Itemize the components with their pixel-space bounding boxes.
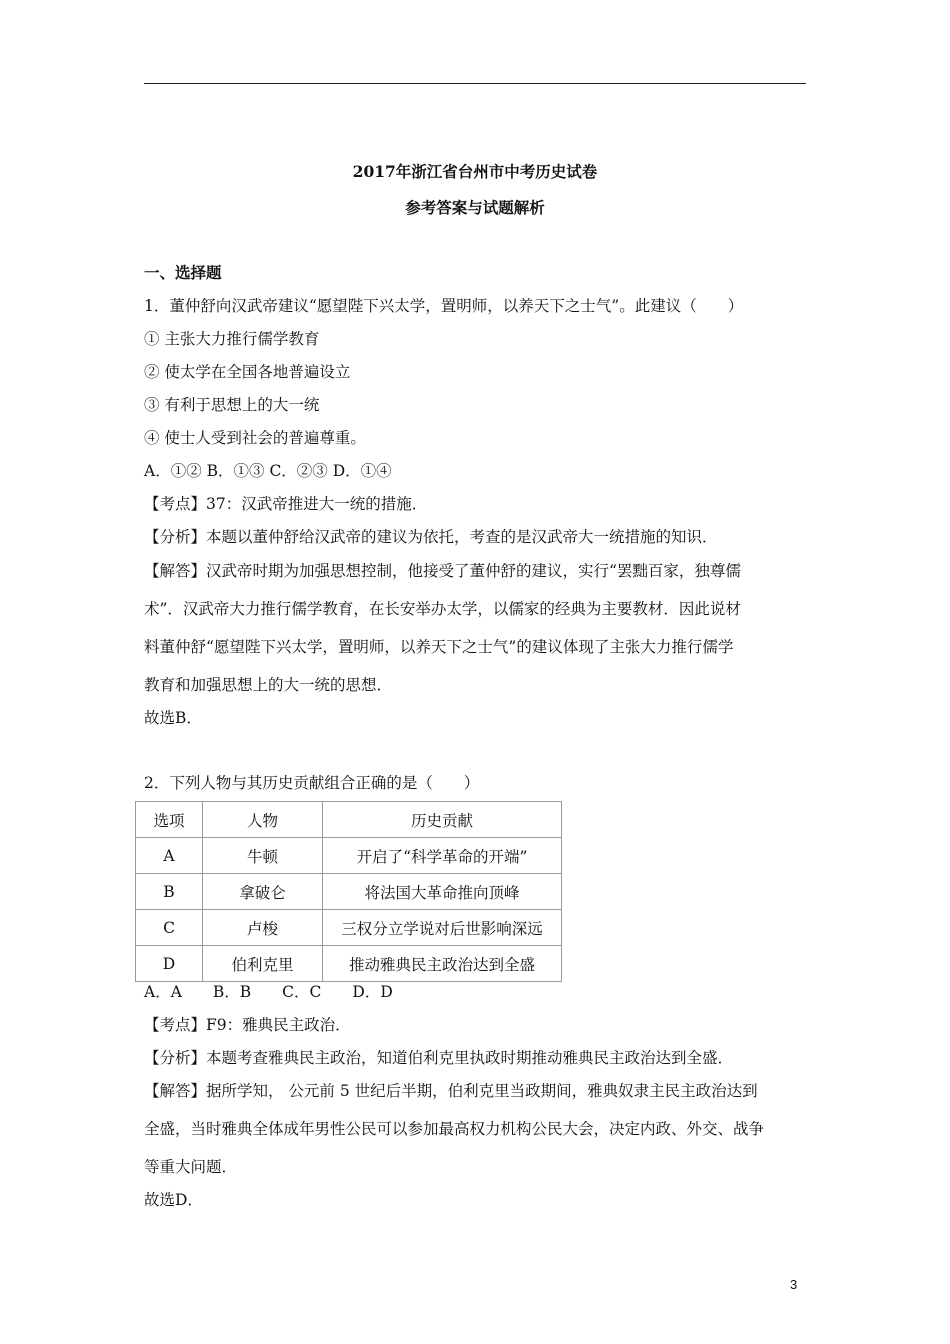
q1-option-1: ① 主张大力推行儒学教育 <box>144 330 320 348</box>
document-title: 2017年浙江省台州市中考历史试卷 <box>352 162 598 181</box>
q2-kaodian: 【考点】F9：雅典民主政治． <box>144 1016 351 1034</box>
q2-fenxi: 【分析】本题考查雅典民主政治，知道伯利克里执政时期推动雅典民主政治达到全盛． <box>144 1049 734 1067</box>
q2-choices: A．A B．B C．C D．D <box>144 983 393 1001</box>
q1-jieda-line-4: 教育和加强思想上的大一统的思想． <box>144 676 393 694</box>
table-header-row <box>136 802 562 838</box>
q1-stem: 1．董仲舒向汉武帝建议“愿望陛下兴太学，置明师，以养天下之士气”。此建议（ ） <box>144 297 744 315</box>
table-cell: 将法国大革命推向顶峰 <box>323 874 562 910</box>
header-rule <box>144 83 806 84</box>
q1-choices: A．①② B．①③ C．②③ D．①④ <box>144 462 392 480</box>
q2-jieda-line-2: 全盛，当时雅典全体成年男性公民可以参加最高权力机构公民大会，决定内政、外交、战争 <box>144 1120 765 1138</box>
page-number: 3 <box>790 1277 798 1292</box>
table-cell: C <box>136 910 203 946</box>
q1-option-4: ④ 使士人受到社会的普遍尊重。 <box>144 429 366 447</box>
document-subtitle: 参考答案与试题解析 <box>405 198 545 217</box>
section-heading: 一、选择题 <box>144 263 222 282</box>
table-row <box>136 838 562 874</box>
q1-jieda-line-3: 料董仲舒“愿望陛下兴太学，置明师，以养天下之士气”的建议体现了主张大力推行儒学 <box>144 638 734 656</box>
q2-table <box>135 801 562 982</box>
table-header-cell: 选项 <box>136 802 203 838</box>
q2-jieda-line-1: 【解答】据所学知， 公元前 5 世纪后半期，伯利克里当政期间，雅典奴隶主民主政治达到 <box>144 1082 758 1100</box>
table-cell: 卢梭 <box>203 910 323 946</box>
table-cell: 推动雅典民主政治达到全盛 <box>323 946 562 982</box>
table-header-cell: 历史贡献 <box>323 802 562 838</box>
table-cell: 牛顿 <box>203 838 323 874</box>
table-cell: B <box>136 874 203 910</box>
table-cell: A <box>136 838 203 874</box>
table-row <box>136 946 562 982</box>
q1-jieda-line-2: 术”．汉武帝大力推行儒学教育，在长安举办太学，以儒家的经典为主要教材．因此说材 <box>144 600 741 618</box>
q1-kaodian: 【考点】37：汉武帝推进大一统的措施． <box>144 495 428 513</box>
q1-option-3: ③ 有利于思想上的大一统 <box>144 396 320 414</box>
table-cell: D <box>136 946 203 982</box>
q2-answer: 故选D． <box>144 1191 203 1209</box>
table-cell: 拿破仑 <box>203 874 323 910</box>
q2-jieda-line-3: 等重大问题． <box>144 1158 238 1176</box>
table-row <box>136 910 562 946</box>
table-row <box>136 874 562 910</box>
table-cell: 开启了“科学革命的开端” <box>323 838 562 874</box>
q1-answer: 故选B． <box>144 709 202 727</box>
table-cell: 伯利克里 <box>203 946 323 982</box>
table-cell: 三权分立学说对后世影响深远 <box>323 910 562 946</box>
table-header-cell: 人物 <box>203 802 323 838</box>
q1-jieda-line-1: 【解答】汉武帝时期为加强思想控制，他接受了董仲舒的建议，实行“罢黜百家，独尊儒 <box>144 562 741 580</box>
q1-option-2: ② 使太学在全国各地普遍设立 <box>144 363 351 381</box>
q2-stem: 2．下列人物与其历史贡献组合正确的是（ ） <box>144 774 480 792</box>
q1-fenxi: 【分析】本题以董仲舒给汉武帝的建议为依托，考查的是汉武帝大一统措施的知识． <box>144 528 718 546</box>
